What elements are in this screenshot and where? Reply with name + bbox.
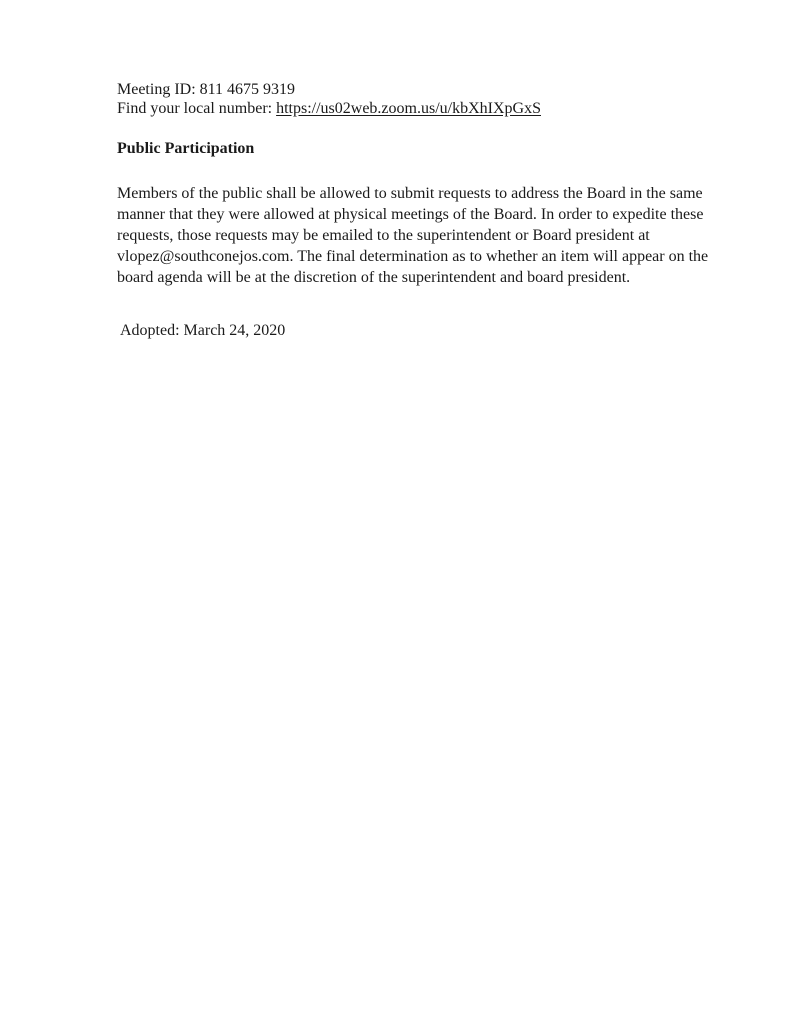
paragraph-line: manner that they were allowed at physical meetings of the Board. In order to expedite these [117,206,704,223]
local-number-label: Find your local number: [117,100,277,117]
public-participation-paragraph [117,183,717,288]
section-heading: Public Participation [117,140,255,157]
meeting-info [117,80,717,118]
paragraph-line: board agenda will be at the discretion of the superintendent and board president. [117,269,631,286]
local-number-link[interactable]: https://us02web.zoom.us/u/kbXhIXpGxS [276,100,541,117]
adopted-date: Adopted: March 24, 2020 [120,322,286,339]
local-number-line [117,99,717,118]
paragraph-line: requests, those requests may be emailed to the superintendent or Board president at [117,227,650,244]
paragraph-line: vlopez@southconejos.com. The final determination as to whether an item will appear on the [117,248,709,265]
paragraph-line: Members of the public shall be allowed to submit requests to address the Board in the same [117,185,703,202]
meeting-id: Meeting ID: 811 4675 9319 [117,81,296,98]
